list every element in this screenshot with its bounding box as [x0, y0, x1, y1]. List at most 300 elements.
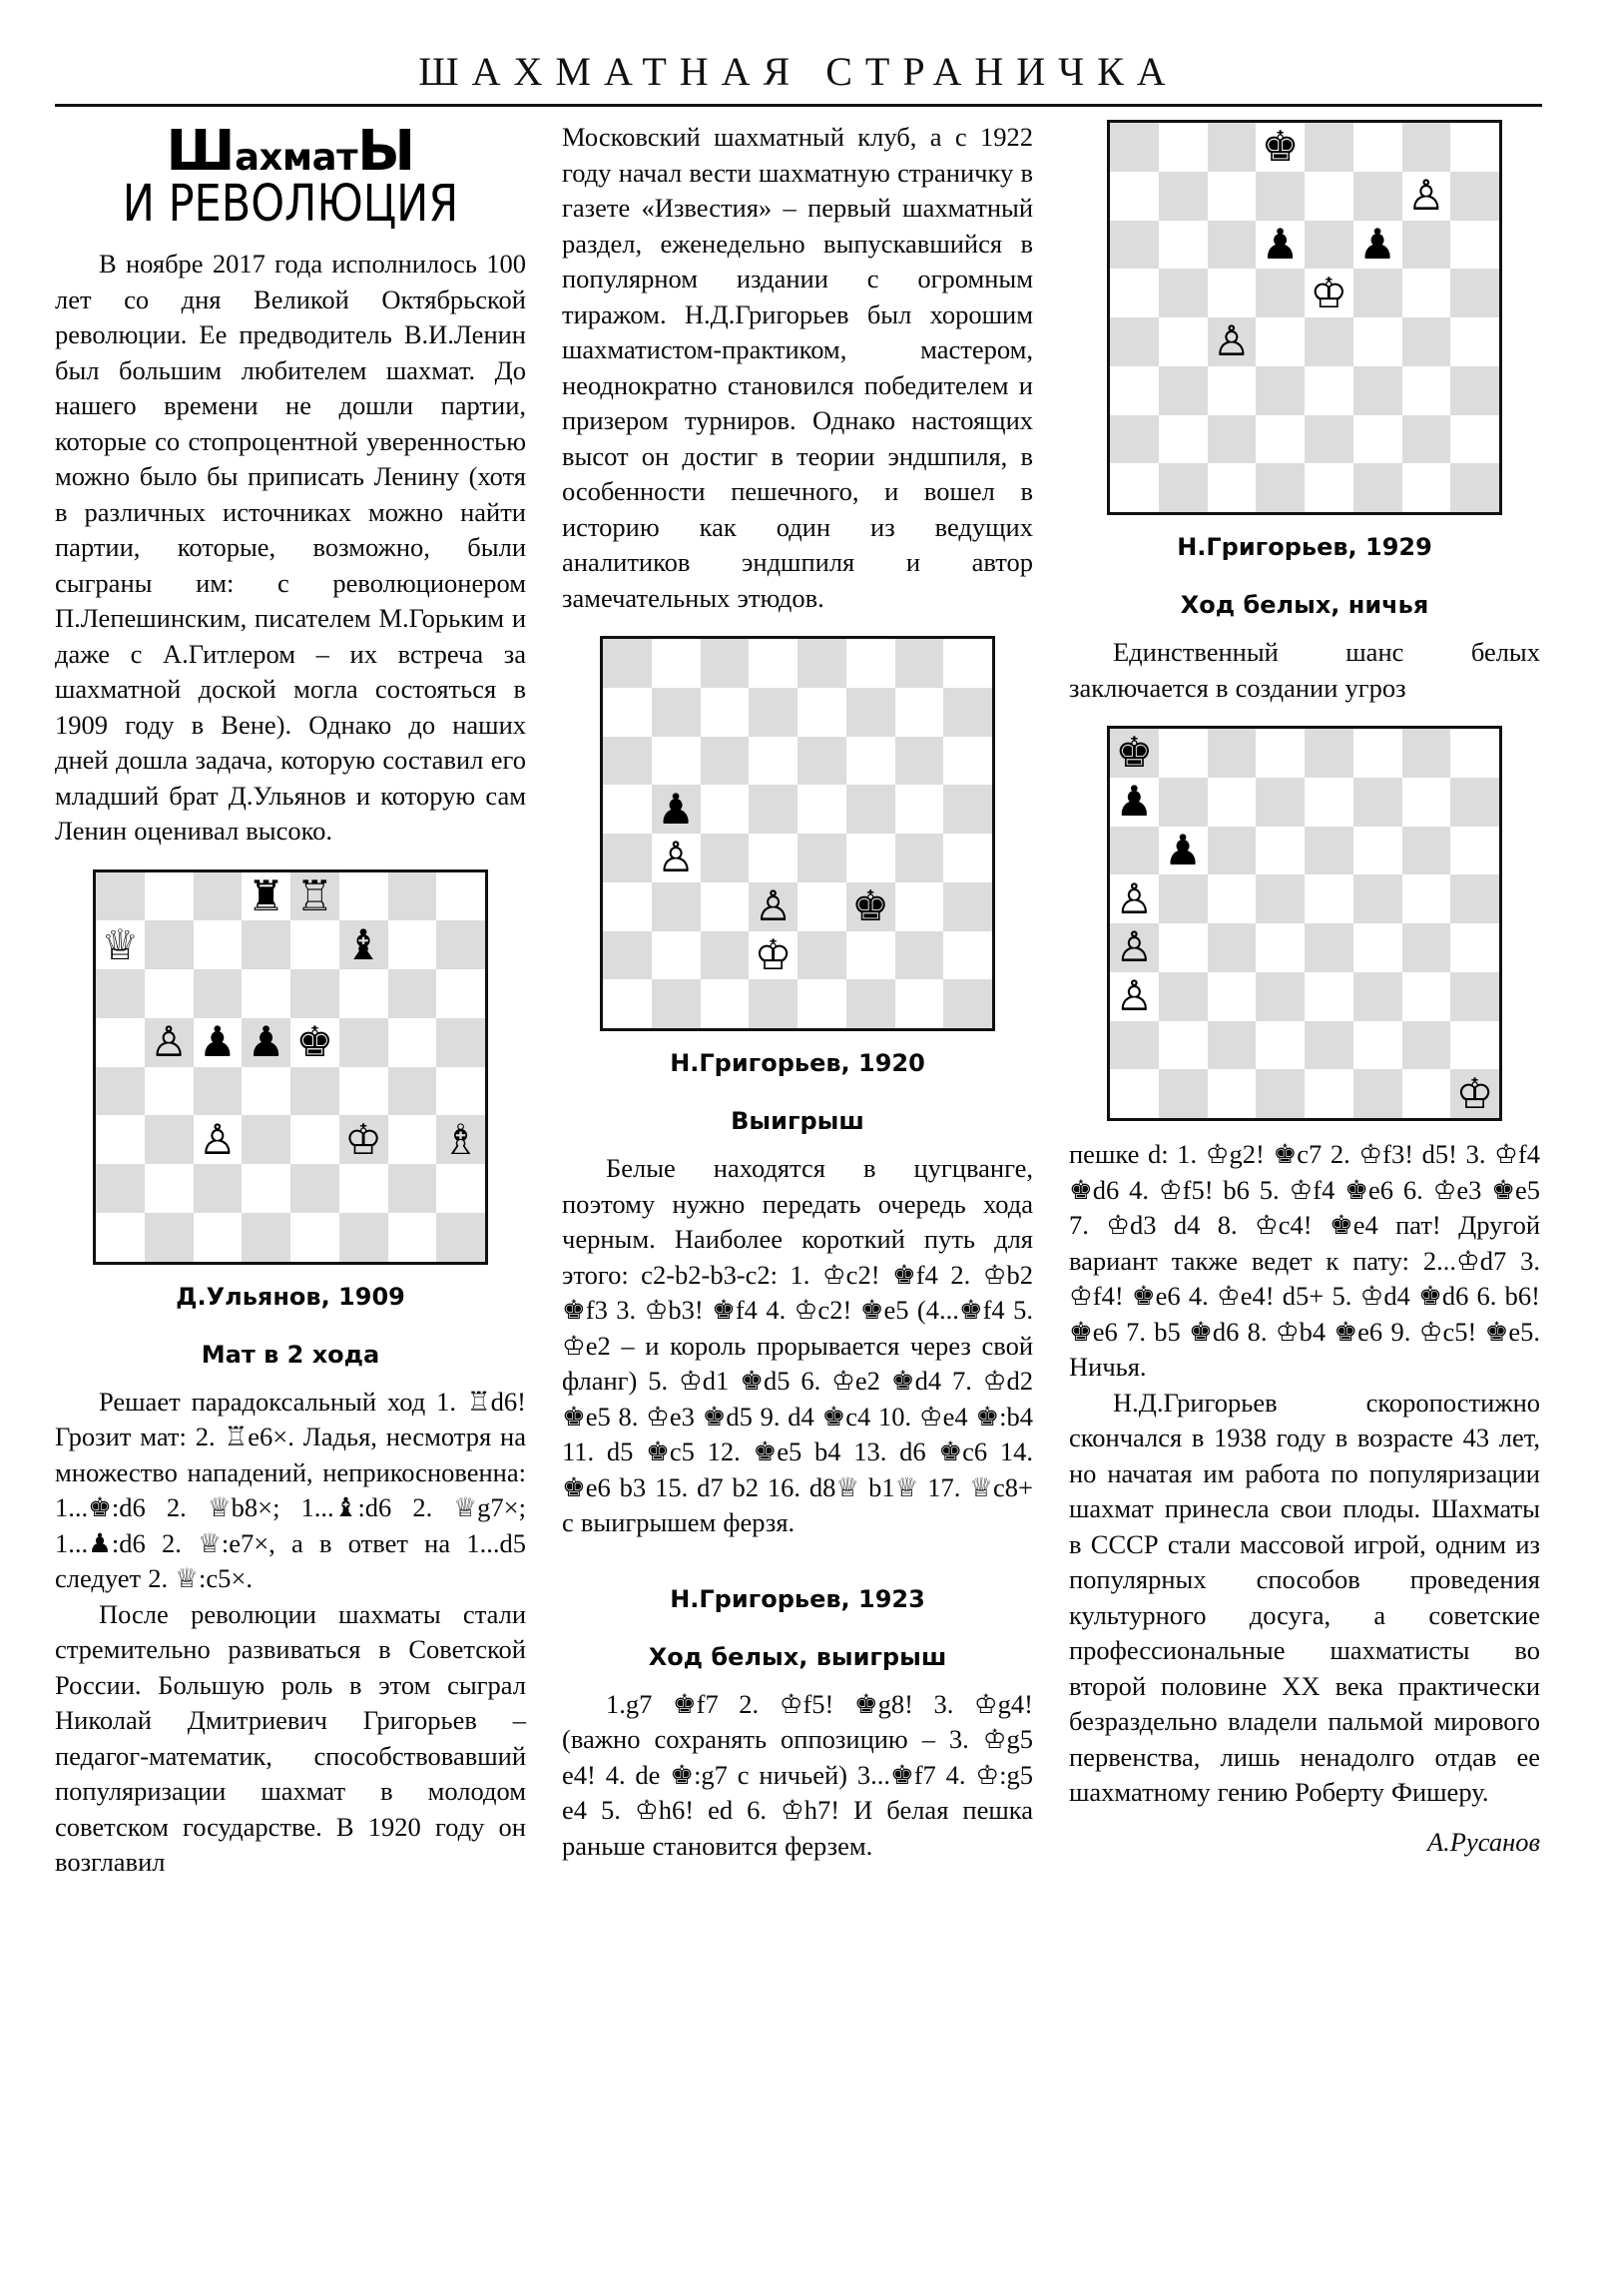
- square-d4: [1256, 923, 1305, 972]
- piece-white-b5: ♙: [150, 1017, 188, 1067]
- square-d6: [1256, 827, 1305, 875]
- square-a5: [1110, 874, 1159, 923]
- piece-white-d2: ♔: [754, 929, 793, 979]
- square-c8: [194, 872, 243, 921]
- square-c8: [1208, 123, 1257, 172]
- square-b5: [1159, 269, 1208, 317]
- square-f7: [846, 688, 895, 737]
- square-b2: [1159, 415, 1208, 464]
- diagram-4-stipulation: Ход белых, выигрыш: [648, 1642, 947, 1671]
- piece-black-d5: ♟: [247, 1017, 285, 1067]
- piece-black-a7: ♟: [1115, 777, 1154, 827]
- piece-black-d6: ♟: [1261, 219, 1300, 269]
- square-h7: [1450, 778, 1499, 827]
- square-f1: [846, 979, 895, 1028]
- square-d2: [1256, 415, 1305, 464]
- square-f3: [1353, 366, 1402, 415]
- square-g7: [1402, 778, 1451, 827]
- square-b6: [1159, 221, 1208, 270]
- square-d8: [1256, 729, 1305, 778]
- c2-paragraph-3: 1.g7 ♚f7 2. ♔f5! ♚g8! 3. ♔g4! (важно сохранять оппозицию – 3. ♔g5 e4! 4. de ♚:g7 с ничьей) 3...♚f7 4. ♔:g5 e4 5. ♔h6! ed 6. ♔h7! И белая пешка раньше становится ферзем.: [562, 1688, 1033, 1861]
- square-g4: [388, 1067, 437, 1116]
- square-f6: [1353, 221, 1402, 270]
- square-d3: [749, 882, 798, 931]
- piece-black-f3: ♚: [851, 881, 889, 931]
- square-g2: [895, 931, 944, 980]
- square-h3: [1450, 366, 1499, 415]
- square-c5: [701, 785, 750, 834]
- square-c2: [701, 931, 750, 980]
- square-g8: [1402, 123, 1451, 172]
- square-f8: [339, 872, 388, 921]
- square-e8: [1305, 123, 1353, 172]
- square-a2: [1110, 1021, 1159, 1070]
- square-h6: [1450, 827, 1499, 875]
- square-a8: [1110, 123, 1159, 172]
- square-e4: [1305, 317, 1353, 366]
- masthead: [0, 48, 1597, 95]
- square-b5: [145, 1018, 194, 1067]
- square-a6: [1110, 221, 1159, 270]
- square-f3: [339, 1115, 388, 1164]
- square-c5: [194, 1018, 243, 1067]
- chessboard-grigoriev-1923: [1107, 726, 1502, 1121]
- diagram-1-author: Д.Ульянов, 1909: [176, 1282, 405, 1311]
- square-b8: [1159, 123, 1208, 172]
- square-e4: [1305, 923, 1353, 972]
- square-d3: [1256, 972, 1305, 1021]
- masthead-title: ШАХМАТНАЯ СТРАНИЧКА: [418, 49, 1179, 94]
- chessboard-grigoriev-1920: [600, 636, 995, 1031]
- square-f7: [339, 920, 388, 969]
- square-e2: [1305, 415, 1353, 464]
- square-h4: [436, 1067, 485, 1116]
- square-c2: [1208, 1021, 1257, 1070]
- square-h5: [1450, 269, 1499, 317]
- square-g7: [1402, 172, 1451, 221]
- square-a4: [96, 1067, 145, 1116]
- square-f5: [1353, 874, 1402, 923]
- square-h1: [943, 979, 992, 1028]
- square-a7: [1110, 778, 1159, 827]
- square-c5: [1208, 269, 1257, 317]
- square-c5: [1208, 874, 1257, 923]
- piece-black-d8: ♚: [1261, 122, 1300, 172]
- square-d2: [242, 1164, 290, 1213]
- diagram-2-wrap: [600, 636, 995, 1031]
- square-g7: [388, 920, 437, 969]
- square-d4: [1256, 317, 1305, 366]
- piece-black-c5: ♟: [199, 1017, 237, 1067]
- square-b8: [145, 872, 194, 921]
- square-h7: [1450, 172, 1499, 221]
- square-g6: [1402, 827, 1451, 875]
- square-e5: [290, 1018, 339, 1067]
- square-g2: [1402, 1021, 1451, 1070]
- diagram-4-author: Н.Григорьев, 1923: [670, 1584, 925, 1613]
- square-e7: [1305, 172, 1353, 221]
- square-b2: [1159, 1021, 1208, 1070]
- square-f8: [846, 639, 895, 688]
- square-b5: [652, 785, 701, 834]
- square-f5: [846, 785, 895, 834]
- square-h3: [1450, 972, 1499, 1021]
- square-b3: [1159, 366, 1208, 415]
- square-b3: [1159, 972, 1208, 1021]
- column-1: [55, 120, 526, 2256]
- square-b6: [1159, 827, 1208, 875]
- square-f8: [1353, 123, 1402, 172]
- headline-line-2: И РЕВОЛЮЦИЯ: [122, 174, 459, 234]
- square-c8: [1208, 729, 1257, 778]
- piece-black-a8: ♚: [1115, 728, 1154, 778]
- square-c4: [1208, 317, 1257, 366]
- diagram-3-stipulation: Ход белых, ничья: [1180, 591, 1429, 619]
- square-a3: [1110, 366, 1159, 415]
- square-d6: [242, 969, 290, 1018]
- square-h4: [943, 834, 992, 882]
- square-a2: [1110, 415, 1159, 464]
- square-d4: [242, 1067, 290, 1116]
- square-a2: [96, 1164, 145, 1213]
- square-f2: [846, 931, 895, 980]
- square-e2: [1305, 1021, 1353, 1070]
- square-d2: [1256, 1021, 1305, 1070]
- square-a7: [603, 688, 652, 737]
- square-e7: [1305, 778, 1353, 827]
- square-h6: [436, 969, 485, 1018]
- piece-black-f6: ♟: [1358, 219, 1396, 269]
- square-e2: [798, 931, 846, 980]
- piece-white-h3: ♗: [441, 1114, 480, 1164]
- piece-white-e8: ♖: [295, 870, 334, 920]
- square-c2: [194, 1164, 243, 1213]
- square-f2: [1353, 415, 1402, 464]
- c2-paragraph-2: Белые находятся в цугцванге, поэтому нужно передать очередь хода черным. Наиболее короткий путь для этого: c2-b2-b3-c2: 1. ♔c2! ♚f4 2. ♔b2 ♚f3 3. ♔b3! ♚f4 4. ♔c2! ♚e5 (4...♚f4 5. ♔e2 – и король прорывается через свой фланг) 5. ♔d1 ♚d5 6. ♔e2 ♚d4 7. ♔d2 ♚e5 8. ♔e3 ♚d5 9. d4 ♚c4 10. ♔e4 ♚:b4 11. d5 ♚c5 12. ♚e5 b4 13. d6 ♚c6 14. ♚e6 b3 15. d7 b2 16. d8♕ b1♕ 17. ♕c8+ с выигрышем ферзя.: [562, 1153, 1033, 1537]
- square-d7: [1256, 172, 1305, 221]
- square-h3: [436, 1115, 485, 1164]
- square-e1: [1305, 1069, 1353, 1118]
- square-h5: [943, 785, 992, 834]
- square-a4: [1110, 317, 1159, 366]
- square-h5: [1450, 874, 1499, 923]
- square-f6: [339, 969, 388, 1018]
- square-d6: [1256, 221, 1305, 270]
- piece-black-e5: ♚: [295, 1017, 334, 1067]
- square-e1: [290, 1213, 339, 1262]
- square-d8: [242, 872, 290, 921]
- square-d7: [1256, 778, 1305, 827]
- square-g4: [1402, 317, 1451, 366]
- square-g3: [388, 1115, 437, 1164]
- square-b8: [652, 639, 701, 688]
- piece-white-e5: ♔: [1310, 268, 1348, 317]
- square-a8: [603, 639, 652, 688]
- square-g5: [388, 1018, 437, 1067]
- square-h1: [436, 1213, 485, 1262]
- square-a5: [96, 1018, 145, 1067]
- square-d3: [1256, 366, 1305, 415]
- headline-y: Ы: [357, 119, 415, 184]
- square-g1: [1402, 1069, 1451, 1118]
- piece-white-f3: ♔: [344, 1114, 382, 1164]
- square-f3: [846, 882, 895, 931]
- square-a7: [96, 920, 145, 969]
- c1-paragraph-3: После революции шахматы стали стремительно развиваться в Советской России. Большую роль в этом сыграл Николай Дмитриевич Григорьев – педагог-математик, способствовавший популяризации шахмат в молодом советском государстве. В 1920 году он возглавил: [55, 1598, 526, 1878]
- square-g3: [1402, 972, 1451, 1021]
- piece-white-c4: ♙: [1213, 316, 1251, 366]
- square-a1: [1110, 1069, 1159, 1118]
- square-g2: [388, 1164, 437, 1213]
- square-h2: [1450, 1021, 1499, 1070]
- square-h2: [943, 931, 992, 980]
- piece-black-b6: ♟: [1164, 825, 1202, 874]
- square-b7: [1159, 778, 1208, 827]
- square-f2: [339, 1164, 388, 1213]
- square-a3: [96, 1115, 145, 1164]
- diagram-3-wrap: [1107, 120, 1502, 515]
- article-headline: [55, 119, 526, 234]
- square-f4: [1353, 923, 1402, 972]
- piece-white-c3: ♙: [199, 1114, 237, 1164]
- square-c8: [701, 639, 750, 688]
- square-g6: [895, 737, 944, 786]
- column-2: [562, 120, 1033, 2256]
- piece-white-a7: ♕: [101, 919, 140, 969]
- square-b4: [1159, 923, 1208, 972]
- c1-paragraph-2: Решает парадоксальный ход 1. ♖d6! Грозит мат: 2. ♖e6×. Ладья, несмотря на множество нападений, неприкосновенна: 1...♚:d6 2. ♕b8×; 1...♝:d6 2. ♕g7×; 1...♟:d6 2. ♕:e7×, а в ответ на 1...d5 следует 2. ♕:c5×.: [55, 1386, 526, 1594]
- square-b4: [652, 834, 701, 882]
- square-d7: [749, 688, 798, 737]
- square-c3: [1208, 972, 1257, 1021]
- c3-paragraph-2: пешке d: 1. ♔g2! ♚c7 2. ♔f3! d5! 3. ♔f4 ♚d6 4. ♔f5! b6 5. ♔f4 ♚e6 6. ♔e3 ♚e5 7. ♔d3 d4 8. ♔c4! ♚e4 пат! Другой вариант также ведет к пату: 2...♔d7 3. ♔f4! ♚e6 4. ♔e4! d5+ 5. ♔d4 ♚d6 6. b6! ♚e6 7. b5 ♚d6 8. ♔b4 ♚e6 9. ♔c5! ♚e5. Ничья.: [1069, 1139, 1540, 1382]
- square-e8: [1305, 729, 1353, 778]
- square-b6: [652, 737, 701, 786]
- square-e5: [1305, 874, 1353, 923]
- square-e6: [798, 737, 846, 786]
- piece-white-d3: ♙: [754, 881, 793, 931]
- square-b7: [145, 920, 194, 969]
- square-h3: [943, 882, 992, 931]
- square-d5: [749, 785, 798, 834]
- square-e3: [798, 882, 846, 931]
- square-a6: [603, 737, 652, 786]
- square-d8: [1256, 123, 1305, 172]
- square-g1: [388, 1213, 437, 1262]
- square-a5: [1110, 269, 1159, 317]
- piece-white-b4: ♙: [657, 833, 695, 882]
- square-h8: [1450, 123, 1499, 172]
- square-d4: [749, 834, 798, 882]
- square-e8: [798, 639, 846, 688]
- square-b3: [145, 1115, 194, 1164]
- square-a6: [96, 969, 145, 1018]
- square-f6: [846, 737, 895, 786]
- square-f3: [1353, 972, 1402, 1021]
- square-e8: [290, 872, 339, 921]
- square-a1: [96, 1213, 145, 1262]
- square-c1: [194, 1213, 243, 1262]
- square-a5: [603, 785, 652, 834]
- square-b3: [652, 882, 701, 931]
- square-d2: [749, 931, 798, 980]
- square-a3: [1110, 972, 1159, 1021]
- square-e4: [290, 1067, 339, 1116]
- square-h4: [1450, 923, 1499, 972]
- square-g4: [895, 834, 944, 882]
- square-g8: [1402, 729, 1451, 778]
- square-h2: [436, 1164, 485, 1213]
- square-e6: [1305, 827, 1353, 875]
- piece-white-a3: ♙: [1115, 971, 1154, 1021]
- piece-black-b5: ♟: [657, 784, 695, 834]
- diagram-1-wrap: [93, 869, 488, 1265]
- square-h2: [1450, 415, 1499, 464]
- square-b4: [145, 1067, 194, 1116]
- square-c4: [701, 834, 750, 882]
- piece-black-d8: ♜: [247, 870, 285, 920]
- square-h1: [1450, 463, 1499, 512]
- c3-paragraph-3: Н.Д.Григорьев скоропостижно скончался в 1938 году в возрасте 43 лет, но начатая им работа по популяризации шахмат принесла свои плоды. Шахматы в СССР стали массовой игрой, одним из популярных способов проведения культурного досуга, а советские профессиональные шахматисты во второй половине XX века практически безраздельно владели пальмой мирового первенства, лишь ненадолго отдав ее шахматному гению Роберту Фишеру.: [1069, 1387, 1540, 1807]
- square-c7: [701, 688, 750, 737]
- square-h4: [1450, 317, 1499, 366]
- square-h8: [943, 639, 992, 688]
- square-f4: [339, 1067, 388, 1116]
- square-a4: [603, 834, 652, 882]
- square-b1: [652, 979, 701, 1028]
- square-h8: [436, 872, 485, 921]
- page-body: [55, 120, 1542, 2256]
- square-b4: [1159, 317, 1208, 366]
- diagram-5-wrap: [1107, 726, 1502, 1121]
- square-e3: [290, 1115, 339, 1164]
- square-h5: [436, 1018, 485, 1067]
- square-c2: [1208, 415, 1257, 464]
- square-a8: [1110, 729, 1159, 778]
- square-d1: [242, 1213, 290, 1262]
- piece-white-h1: ♔: [1455, 1068, 1494, 1118]
- column-3: [1069, 120, 1540, 2256]
- square-c3: [701, 882, 750, 931]
- square-g6: [1402, 221, 1451, 270]
- square-c6: [701, 737, 750, 786]
- article-signature: А.Русанов: [1427, 1826, 1540, 1857]
- square-g6: [388, 969, 437, 1018]
- square-a3: [603, 882, 652, 931]
- square-b1: [1159, 463, 1208, 512]
- diagram-2-author: Н.Григорьев, 1920: [670, 1049, 925, 1077]
- square-d1: [1256, 463, 1305, 512]
- masthead-divider: [55, 104, 1542, 107]
- square-b5: [1159, 874, 1208, 923]
- piece-black-f7: ♝: [344, 919, 382, 969]
- square-g5: [895, 785, 944, 834]
- square-g3: [895, 882, 944, 931]
- square-a1: [603, 979, 652, 1028]
- square-b1: [145, 1213, 194, 1262]
- square-g8: [895, 639, 944, 688]
- square-d3: [242, 1115, 290, 1164]
- square-b7: [1159, 172, 1208, 221]
- square-e3: [1305, 366, 1353, 415]
- diagram-3-author: Н.Григорьев, 1929: [1177, 533, 1432, 561]
- square-c1: [701, 979, 750, 1028]
- square-a7: [1110, 172, 1159, 221]
- square-b7: [652, 688, 701, 737]
- square-c7: [194, 920, 243, 969]
- square-c3: [194, 1115, 243, 1164]
- headline-line-1: [55, 119, 526, 184]
- square-a4: [1110, 923, 1159, 972]
- chessboard-grigoriev-1929: [1107, 120, 1502, 515]
- c1-paragraph-1: В ноябре 2017 года исполнилось 100 лет со дня Великой Октябрьской революции. Ее предводитель В.И.Ленин был большим любителем шахмат. До нашего времени не дошли партии, которые со стопроцентной уверенностью можно было бы приписать Ленину (хотя в различных источниках можно найти партии, которые, возможно, были сыграны им: с революционером П.Лепешинским, писателем М.Горьким и даже с А.Гитлером – их встреча за шахматной доской могла состояться в 1909 году в Вене). Однако до наших дней дошла задача, которую составил его младший брат Д.Ульянов и которую сам Ленин оценивал высоко.: [55, 249, 526, 847]
- square-c4: [194, 1067, 243, 1116]
- square-f1: [1353, 1069, 1402, 1118]
- headline-sh: Ш: [166, 119, 236, 184]
- diagram-1-stipulation: Мат в 2 хода: [201, 1340, 380, 1369]
- square-g1: [895, 979, 944, 1028]
- square-d1: [1256, 1069, 1305, 1118]
- square-f7: [1353, 778, 1402, 827]
- square-c6: [194, 969, 243, 1018]
- square-b1: [1159, 1069, 1208, 1118]
- square-b2: [652, 931, 701, 980]
- square-e5: [1305, 269, 1353, 317]
- square-d5: [242, 1018, 290, 1067]
- square-e2: [290, 1164, 339, 1213]
- square-c7: [1208, 172, 1257, 221]
- square-c6: [1208, 827, 1257, 875]
- square-g4: [1402, 923, 1451, 972]
- square-f2: [1353, 1021, 1402, 1070]
- square-c3: [1208, 366, 1257, 415]
- square-e7: [798, 688, 846, 737]
- square-f8: [1353, 729, 1402, 778]
- square-g1: [1402, 463, 1451, 512]
- piece-white-a4: ♙: [1115, 922, 1154, 972]
- square-f1: [1353, 463, 1402, 512]
- square-a6: [1110, 827, 1159, 875]
- square-c6: [1208, 221, 1257, 270]
- square-d6: [749, 737, 798, 786]
- diagram-2-stipulation: Выигрыш: [731, 1107, 864, 1135]
- c3-paragraph-1: Единственный шанс белых заключается в создании угроз: [1069, 637, 1540, 703]
- square-f6: [1353, 827, 1402, 875]
- square-e7: [290, 920, 339, 969]
- square-g3: [1402, 366, 1451, 415]
- square-g5: [1402, 874, 1451, 923]
- square-h8: [1450, 729, 1499, 778]
- square-h6: [943, 737, 992, 786]
- square-e6: [1305, 221, 1353, 270]
- square-e6: [290, 969, 339, 1018]
- square-e4: [798, 834, 846, 882]
- square-d5: [1256, 269, 1305, 317]
- square-h7: [943, 688, 992, 737]
- square-a8: [96, 872, 145, 921]
- square-b8: [1159, 729, 1208, 778]
- square-e5: [798, 785, 846, 834]
- square-e1: [1305, 463, 1353, 512]
- square-a1: [1110, 463, 1159, 512]
- square-h7: [436, 920, 485, 969]
- headline-akhmat: ахмат: [235, 136, 358, 179]
- square-f5: [339, 1018, 388, 1067]
- square-b6: [145, 969, 194, 1018]
- square-e1: [798, 979, 846, 1028]
- square-e3: [1305, 972, 1353, 1021]
- square-g8: [388, 872, 437, 921]
